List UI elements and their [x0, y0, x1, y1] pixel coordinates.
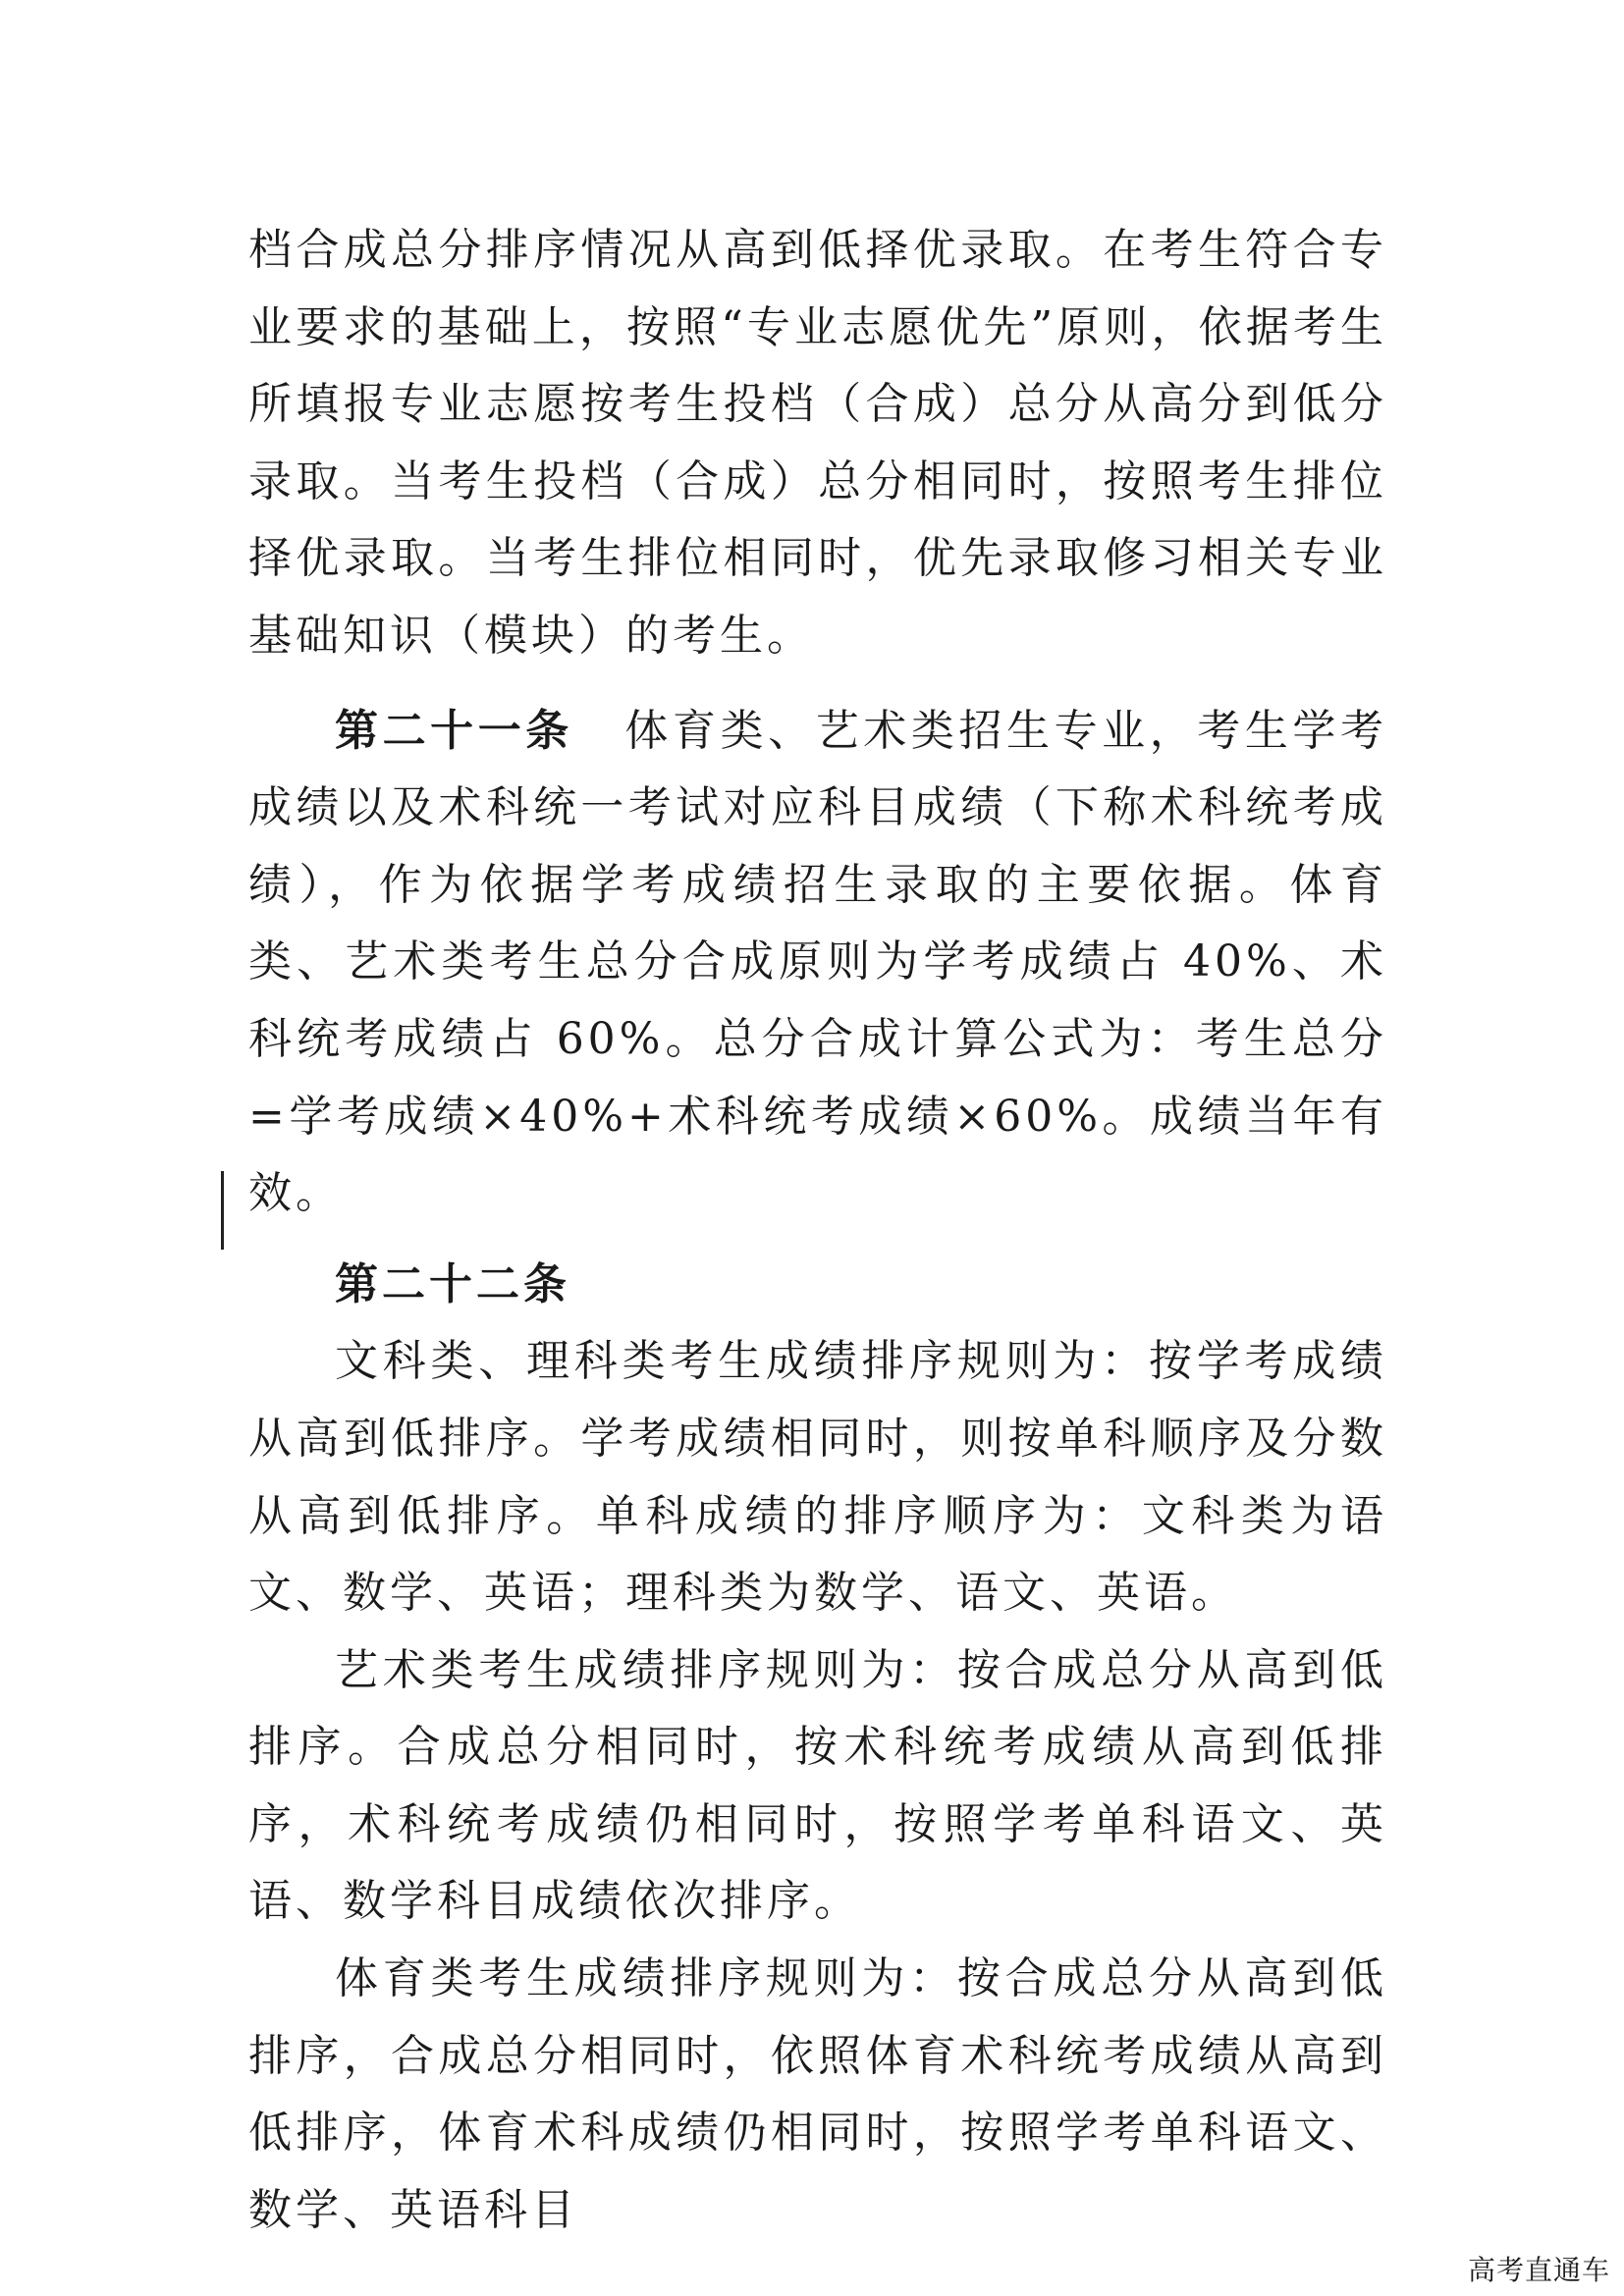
article-22-paragraph-2: [248, 1632, 1387, 1941]
article-22-paragraph-1-text: 文科类、理科类考生成绩排序规则为：按学考成绩从高到低排序。学考成绩相同时，则按单科顺序及分数从高到低排序。单科成绩的排序顺序为：文科类为语文、数学、英语；理科类为数学、语文、英语。: [248, 1336, 1387, 1619]
article-22-paragraph-3-text: 体育类考生成绩排序规则为：按合成总分从高到低排序，合成总分相同时，依照体育术科统考成绩从高到低排序，体育术科成绩仍相同时，按照学考单科语文、数学、英语科目: [248, 1953, 1387, 2235]
continued-paragraph-text: 档合成总分排序情况从高到低择优录取。在考生符合专业要求的基础上，按照“专业志愿优先”原则，依据考生所填报专业志愿按考生投档（合成）总分从高分到低分录取。当考生投档（合成）总分相同时，按照考生排位择优录取。当考生排位相同时，优先录取修习相关专业基础知识（模块）的考生。: [248, 225, 1387, 661]
article-21-paragraph: [248, 693, 1387, 1233]
watermark-text: 高考直通车: [1467, 2254, 1610, 2286]
article-22-heading: [248, 1247, 1387, 1324]
article-22-paragraph-1: [248, 1323, 1387, 1631]
article-22-paragraph-2-text: 艺术类考生成绩排序规则为：按合成总分从高到低排序。合成总分相同时，按术科统考成绩从高到低排序，术科统考成绩仍相同时，按照学考单科语文、英语、数学科目成绩依次排序。: [248, 1644, 1387, 1927]
article-21-text: 体育类、艺术类招生专业，考生学考成绩以及术科统一考试对应科目成绩（下称术科统考成绩），作为依据学考成绩招生录取的主要依据。体育类、艺术类考生总分合成原则为学考成绩占 40%、术科统考成绩占 60%。总分合成计算公式为：考生总分=学考成绩×40%+术科统考成绩×60%。成绩当年有效。: [248, 705, 1388, 1219]
article-22-paragraph-3: [248, 1941, 1387, 2249]
article-21-label: 第二十一条: [335, 705, 573, 756]
revision-change-bar: [221, 1171, 224, 1250]
continued-paragraph: [248, 212, 1387, 675]
document-body: [248, 212, 1387, 2249]
article-22-label: 第二十二条: [335, 1258, 570, 1309]
